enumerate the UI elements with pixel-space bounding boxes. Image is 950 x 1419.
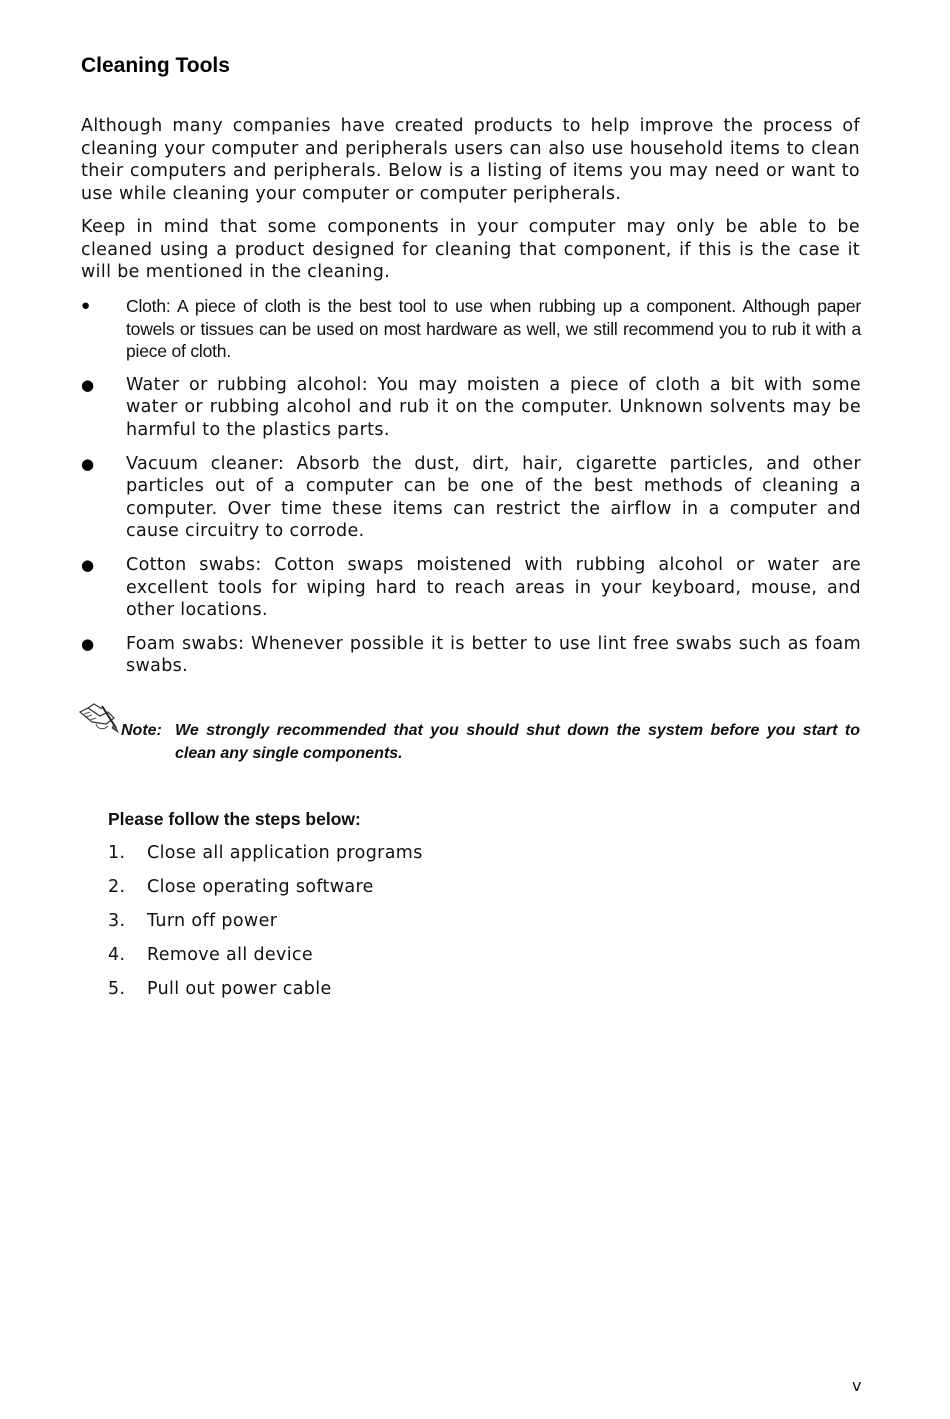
shutdown-steps-list [108,842,708,1012]
list-item-text: Cotton swabs: Cotton swaps moistened with rubbing alcohol or water are excellent tools for wiping hard to reach areas in your keyboard, mouse, and other locations. [126,554,861,621]
step-number: 2. [108,877,126,897]
note-box [78,700,863,770]
list-item [81,295,861,363]
note-label: Note: [121,722,162,739]
step-number: 5. [108,979,126,999]
list-item-text: Foam swabs: Whenever possible it is better to use lint free swabs such as foam swabs. [126,633,861,677]
step-text: Pull out power cable [147,979,332,999]
list-item [81,374,861,442]
step-item [108,944,708,978]
bullet-icon: ● [81,454,95,473]
page-number: v [852,1376,862,1395]
list-item-text: Vacuum cleaner: Absorb the dust, dirt, hair, cigarette particles, and other particles out of a computer can be one of the best methods of cleaning a computer. Over time these items can restrict the airflow in a computer and cause circuitry to corrode. [126,453,861,542]
step-item [108,842,708,876]
step-text: Remove all device [147,945,314,965]
step-text: Close operating software [147,877,374,897]
cleaning-tools-list [81,295,861,689]
list-item [81,453,861,543]
steps-heading: Please follow the steps below: [108,809,361,829]
bullet-icon: ● [81,375,95,394]
step-item [108,910,708,944]
step-number: 1. [108,843,126,863]
list-item-text: Water or rubbing alcohol: You may moisten a piece of cloth a bit with some water or rubbing alcohol and rub it on the computer. Unknown solvents may be harmful to the plastics parts. [126,374,861,440]
step-item [108,876,708,910]
bullet-icon: ● [81,297,90,314]
note-text: We strongly recommended that you should shut down the system before you start to clean any single components. [175,722,860,762]
section-title: Cleaning Tools [81,54,230,77]
step-item [108,978,708,1012]
components-paragraph: Keep in mind that some components in your computer may only be able to be cleaned using a product designed for cleaning that component, if this is the case it will be mentioned in the cleaning. [81,217,860,283]
step-text: Turn off power [147,911,278,931]
step-text: Close all application programs [147,843,423,863]
list-item-text: Cloth: A piece of cloth is the best tool to use when rubbing up a component. Although paper towels or tissues can be used on most hardware as well, we still recommend you to rub it with a piece of cloth. [126,296,861,362]
bullet-icon: ● [81,555,95,574]
note-hand-pen-icon [78,700,120,734]
step-number: 3. [108,911,126,931]
list-item [81,633,861,678]
list-item [81,554,861,622]
step-number: 4. [108,945,126,965]
intro-paragraph: Although many companies have created products to help improve the process of cleaning your computer and peripherals users can also use household items to clean their computers and peripherals. Below is a listing of items you may need or want to use while cleaning your computer or computer peripherals. [81,116,860,204]
bullet-icon: ● [81,634,95,653]
